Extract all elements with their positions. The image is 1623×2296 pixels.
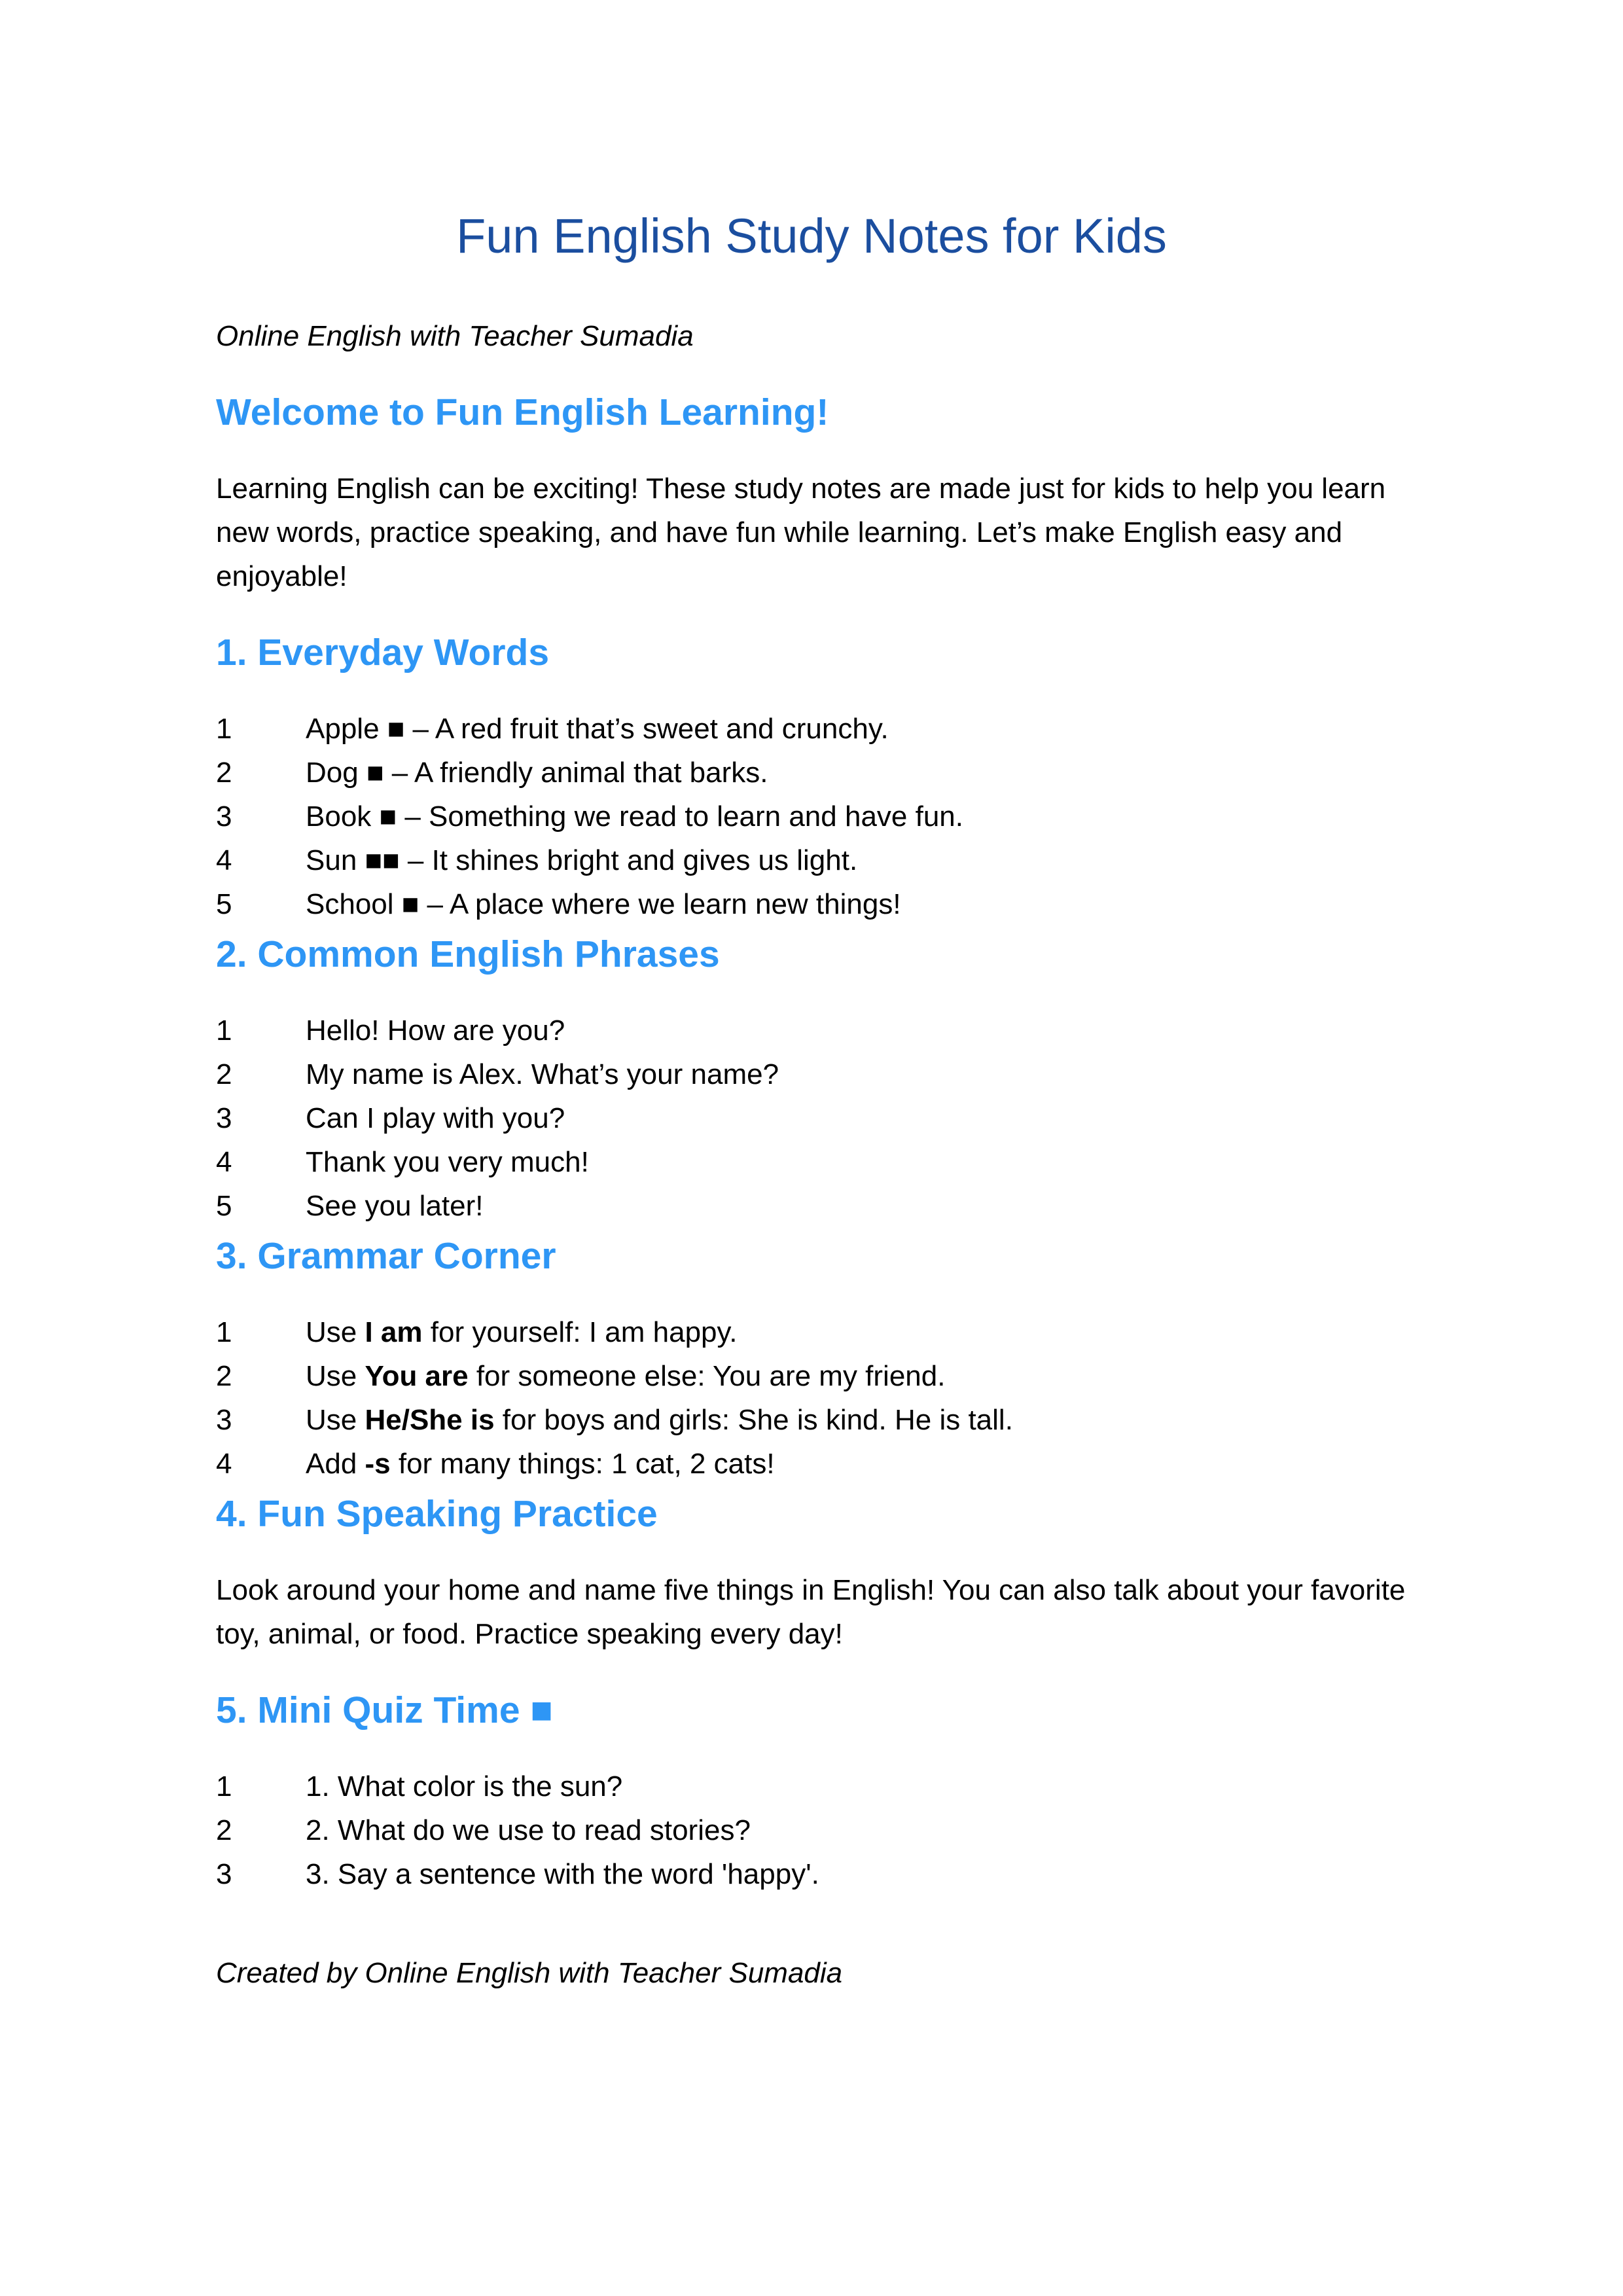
list-item-number: 1 — [216, 1014, 232, 1047]
list-item-text: Book ■ – Something we read to learn and have fun. — [306, 800, 963, 833]
list-item-text: Can I play with you? — [306, 1102, 565, 1134]
list-item-number: 2 — [216, 1814, 232, 1846]
list-item-text: Dog ■ – A friendly animal that barks. — [306, 757, 768, 789]
grammar-bold-term: He/She is — [365, 1404, 495, 1436]
section-heading-mini-quiz: 5. Mini Quiz Time ■ — [216, 1689, 553, 1731]
grammar-prefix: Use — [306, 1360, 365, 1392]
grammar-rest: for yourself: I am happy. — [422, 1316, 738, 1348]
list-item-number: 1 — [216, 1770, 232, 1803]
section-heading-common-phrases: 2. Common English Phrases — [216, 933, 720, 975]
list-item-number: 1 — [216, 713, 232, 745]
list-item — [216, 1442, 1407, 1486]
list-item-number: 2 — [216, 1360, 232, 1392]
list-item-number: 4 — [216, 1448, 232, 1480]
list-item-text: Thank you very much! — [306, 1146, 589, 1178]
list-item-number: 2 — [216, 757, 232, 789]
list-item-number: 5 — [216, 1190, 232, 1222]
list-item-text: See you later! — [306, 1190, 484, 1222]
grammar-prefix: Add — [306, 1448, 365, 1480]
grammar-prefix: Use — [306, 1404, 365, 1436]
list-item — [216, 1140, 1407, 1184]
list-item-text — [306, 1310, 1407, 1354]
list-item — [216, 1184, 1407, 1228]
list-item — [216, 707, 1407, 751]
list-item-text: 3. Say a sentence with the word 'happy'. — [306, 1858, 819, 1890]
grammar-bold-term: You are — [365, 1360, 469, 1392]
list-item — [216, 838, 1407, 882]
speaking-practice-paragraph: Look around your home and name five things in English! You can also talk about your favorite toy, animal, or food. Practice speaking every day! — [216, 1574, 1406, 1650]
list-item — [216, 1052, 1407, 1096]
list-item — [216, 795, 1407, 838]
list-item — [216, 1765, 1407, 1808]
grammar-bold-term: I am — [365, 1316, 423, 1348]
list-item-text: 1. What color is the sun? — [306, 1770, 623, 1803]
list-item — [216, 1096, 1407, 1140]
grammar-rest: for boys and girls: She is kind. He is tall. — [494, 1404, 1013, 1436]
grammar-bold-term: -s — [365, 1448, 391, 1480]
list-item-number: 5 — [216, 888, 232, 920]
footer-credit: Created by Online English with Teacher Sumadia — [216, 1957, 843, 1989]
grammar-rest: for someone else: You are my friend. — [468, 1360, 946, 1392]
list-item-text — [306, 1398, 1407, 1442]
list-item-number: 3 — [216, 1404, 232, 1436]
list-item-number: 2 — [216, 1058, 232, 1090]
list-item-text: Hello! How are you? — [306, 1014, 565, 1047]
list-item — [216, 1808, 1407, 1852]
list-item-number: 3 — [216, 800, 232, 833]
document-title: Fun English Study Notes for Kids — [456, 209, 1167, 263]
list-item — [216, 751, 1407, 795]
byline: Online English with Teacher Sumadia — [216, 320, 694, 352]
grammar-rest: for many things: 1 cat, 2 cats! — [390, 1448, 775, 1480]
list-item — [216, 1398, 1407, 1442]
list-item — [216, 882, 1407, 926]
list-item-text — [306, 1442, 1407, 1486]
everyday-words-list — [216, 707, 1407, 926]
list-item-text: My name is Alex. What’s your name? — [306, 1058, 779, 1090]
grammar-prefix: Use — [306, 1316, 365, 1348]
list-item-number: 3 — [216, 1102, 232, 1134]
list-item-text: 2. What do we use to read stories? — [306, 1814, 751, 1846]
list-item-number: 3 — [216, 1858, 232, 1890]
list-item-text: Apple ■ – A red fruit that’s sweet and crunchy. — [306, 713, 889, 745]
list-item-number: 1 — [216, 1316, 232, 1348]
common-phrases-list — [216, 1009, 1407, 1228]
mini-quiz-list — [216, 1765, 1407, 1896]
section-heading-everyday-words: 1. Everyday Words — [216, 632, 550, 673]
grammar-corner-list — [216, 1310, 1407, 1486]
welcome-heading: Welcome to Fun English Learning! — [216, 391, 829, 433]
intro-paragraph: Learning English can be exciting! These study notes are made just for kids to help you learn new words, practice speaking, and have fun while learning. Let’s make English easy and enjoyable! — [216, 473, 1386, 592]
section-heading-grammar-corner: 3. Grammar Corner — [216, 1235, 556, 1277]
list-item — [216, 1310, 1407, 1354]
list-item — [216, 1852, 1407, 1896]
list-item-text: Sun ■■ – It shines bright and gives us light. — [306, 844, 858, 876]
list-item-number: 4 — [216, 1146, 232, 1178]
section-heading-speaking-practice: 4. Fun Speaking Practice — [216, 1493, 658, 1535]
list-item-number: 4 — [216, 844, 232, 876]
list-item — [216, 1354, 1407, 1398]
list-item-text: School ■ – A place where we learn new things! — [306, 888, 901, 920]
list-item-text — [306, 1354, 1407, 1398]
list-item — [216, 1009, 1407, 1052]
